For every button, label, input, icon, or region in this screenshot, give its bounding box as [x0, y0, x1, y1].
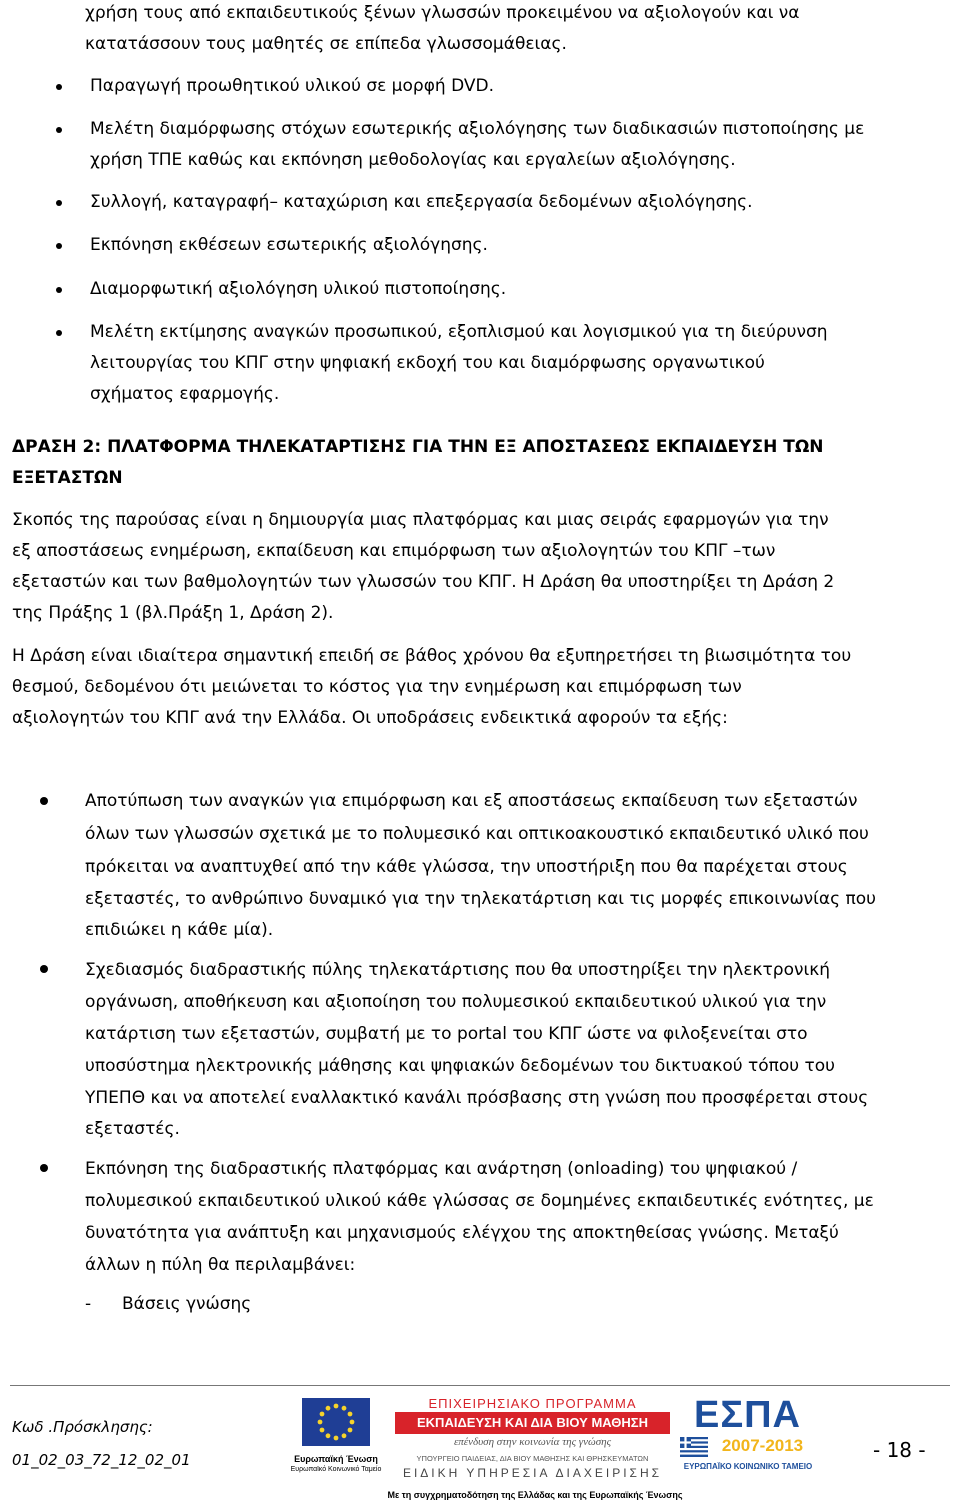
greek-flag-icon: [680, 1437, 708, 1457]
footer-divider: [10, 1385, 950, 1386]
bullet-icon: [56, 200, 62, 206]
program-logo: [395, 1396, 680, 1486]
top-line-2: κατατάσσουν τους μαθητές σε επίπεδα γλωσσομάθειας.: [85, 34, 567, 54]
esf-text: Ευρωπαϊκό Κοινωνικό Ταμείο: [290, 1466, 382, 1473]
list-item-cont: λειτουργίας του ΚΠΓ στην ψηφιακή εκδοχή του και διαμόρφωσης οργανωτικού: [90, 353, 765, 373]
page-number: - 18 -: [873, 1438, 926, 1462]
ministry-text: ΥΠΟΥΡΓΕΙΟ ΠΑΙΔΕΙΑΣ, ΔΙΑ ΒΙΟΥ ΜΑΘΗΣΗΣ ΚΑΙ ΘΡΗΣΚΕΥΜΑΤΩΝ: [416, 1454, 649, 1463]
section-heading-line-1: ΔΡΑΣΗ 2: ΠΛΑΤΦΟΡΜΑ ΤΗΛΕΚΑΤΑΡΤΙΣΗΣ ΓΙΑ ΤΗΝ ΕΞ ΑΠΟΣΤΑΣΕΩΣ ΕΚΠΑΙΔΕΥΣΗ ΤΩΝ: [12, 437, 824, 457]
list-item: Διαμορφωτική αξιολόγηση υλικού πιστοποίησης.: [90, 279, 507, 299]
paragraph-2-line: θεσμού, δεδομένου ότι μειώνεται το κόστος για την ενημέρωση και επιμόρφωση των: [12, 677, 742, 697]
list-item-cont: κατάρτιση των εξεταστών, συμβατή με το portal του ΚΠΓ ώστε να φιλοξενείται στο: [85, 1024, 808, 1044]
call-code-label: Κωδ .Πρόσκλησης:: [12, 1418, 153, 1436]
top-line-1: χρήση τους από εκπαιδευτικούς ξένων γλωσσών προκειμένου να αξιολογούν και να: [85, 3, 800, 23]
dash-marker: -: [85, 1294, 92, 1314]
call-code-value: 01_02_03_72_12_02_01: [12, 1451, 191, 1469]
list-item: Σχεδιασμός διαδραστικής πύλης τηλεκατάρτισης που θα υποστηρίξει την ηλεκτρονική: [85, 960, 831, 980]
cofund-text: Με τη συγχρηματοδότηση της Ελλάδας και της Ευρωπαϊκής Ένωσης: [387, 1490, 683, 1500]
paragraph-2-line: αξιολογητών του ΚΠΓ ανά την Ελλάδα. Οι υποδράσεις ενδεικτικά αφορούν τα εξής:: [12, 708, 728, 728]
espa-years: 2007-2013: [721, 1436, 804, 1455]
list-item-cont: ΥΠΕΠΘ και να αποτελεί εναλλακτικό κανάλι πρόσβασης στη γνώση που προσφέρεται στους: [85, 1088, 869, 1108]
bullet-icon: [56, 243, 62, 249]
section-heading-line-2: ΕΞΕΤΑΣΤΩΝ: [12, 468, 123, 488]
eu-flag-icon: [290, 1396, 382, 1456]
bullet-icon: [56, 287, 62, 293]
list-item: Συλλογή, καταγραφή– καταχώριση και επεξεργασία δεδομένων αξιολόγησης.: [90, 192, 753, 212]
bullet-icon: [56, 84, 62, 90]
bullet-icon: [40, 797, 48, 805]
agency-text: ΕΙΔΙΚΗ ΥΠΗΡΕΣΙΑ ΔΙΑΧΕΙΡΙΣΗΣ: [402, 1466, 663, 1480]
program-title: ΕΠΙΧΕΙΡΗΣΙΑΚΟ ΠΡΟΓΡΑΜΜΑ: [428, 1396, 637, 1411]
list-item: Εκπόνηση εκθέσεων εσωτερικής αξιολόγησης.: [90, 235, 488, 255]
paragraph-1-line: εξ αποστάσεως ενημέρωση, εκπαίδευση και επιμόρφωση των αξιολογητών του ΚΠΓ –των: [12, 541, 776, 561]
paragraph-1-line: εξεταστών και των βαθμολογητών των γλωσσών του ΚΠΓ. Η Δράση θα υποστηρίξει τη Δράση 2: [12, 572, 835, 592]
list-item-cont: δυνατότητα για ανάπτυξη και μηχανισμούς ελέγχου της αποκτηθείσας γνώσης. Μεταξύ: [85, 1223, 839, 1243]
list-item-cont: πολυμεσικού εκπαιδευτικού υλικού κάθε γλώσσας σε δομημένες εκπαιδευτικές ενότητες, με: [85, 1191, 874, 1211]
bullet-icon: [56, 127, 62, 133]
espa-fund: ΕΥΡΩΠΑΪΚΟ ΚΟΙΝΩΝΙΚΟ ΤΑΜΕΙΟ: [683, 1462, 813, 1471]
list-item: Μελέτη εκτίμησης αναγκών προσωπικού, εξοπλισμού και λογισμικού για τη διεύρυνση: [90, 322, 828, 342]
list-item: Αποτύπωση των αναγκών για επιμόρφωση και εξ αποστάσεως εκπαίδευση των εξεταστών: [85, 791, 858, 811]
paragraph-2-line: Η Δράση είναι ιδιαίτερα σημαντική επειδή σε βάθος χρόνου θα εξυπηρετήσει τη βιωσιμότητα του: [12, 646, 852, 666]
dash-item-text: Βάσεις γνώσης: [122, 1294, 252, 1314]
list-item-cont: εξεταστές, το ανθρώπινο δυναμικό για την τηλεκατάρτιση και τις μορφές επικοινωνίας που: [85, 889, 876, 909]
list-item-cont: πρόκειται να αναπτυχθεί από την κάθε γλώσσα, την υποστήριξη που θα παρέχεται στους: [85, 857, 848, 877]
list-item: Εκπόνηση της διαδραστικής πλατφόρμας και ανάρτηση (onloading) του ψηφιακού /: [85, 1159, 798, 1179]
espa-logo: [680, 1396, 830, 1486]
list-item-cont: υποσύστημα ηλεκτρονικής μάθησης και ψηφιακών δεδομένων του δικτυακού τόπου του: [85, 1056, 836, 1076]
bullet-icon: [40, 965, 48, 973]
eu-text: Ευρωπαϊκή Ένωση: [294, 1454, 378, 1464]
bullet-icon: [40, 1164, 48, 1172]
list-item-cont: άλλων η πύλη θα περιλαμβάνει:: [85, 1255, 356, 1275]
list-item-cont: επιδιώκει η κάθε μία).: [85, 920, 274, 940]
program-slogan: επένδυση στην κοινωνία της γνώσης: [453, 1436, 612, 1448]
list-item: Μελέτη διαμόρφωσης στόχων εσωτερικής αξιολόγησης των διαδικασιών πιστοποίησης με: [90, 119, 865, 139]
list-item-cont: όλων των γλωσσών σχετικά με το πολυμεσικό και οπτικοακουστικό εκπαιδευτικό υλικό που: [85, 824, 869, 844]
espa-title: ΕΣΠΑ: [693, 1394, 802, 1436]
paragraph-1-line: της Πράξης 1 (βλ.Πράξη 1, Δράση 2).: [12, 603, 334, 623]
list-item-cont: εξεταστές.: [85, 1119, 180, 1139]
eu-logo: [290, 1396, 382, 1480]
list-item-cont: χρήση ΤΠΕ καθώς και εκπόνηση μεθοδολογίας και εργαλείων αξιολόγησης.: [90, 150, 736, 170]
program-name: ΕΚΠΑΙΔΕΥΣΗ ΚΑΙ ΔΙΑ ΒΙΟΥ ΜΑΘΗΣΗ: [395, 1412, 670, 1434]
bullet-icon: [56, 330, 62, 336]
list-item-cont: οργάνωση, αποθήκευση και αξιοποίηση του πολυμεσικού εκπαιδευτικού υλικού για την: [85, 992, 827, 1012]
list-item: Παραγωγή προωθητικού υλικού σε μορφή DVD.: [90, 76, 494, 96]
paragraph-1-line: Σκοπός της παρούσας είναι η δημιουργία μιας πλατφόρμας και μιας σειράς εφαρμογών για την: [12, 510, 829, 530]
list-item-cont: σχήματος εφαρμογής.: [90, 384, 280, 404]
